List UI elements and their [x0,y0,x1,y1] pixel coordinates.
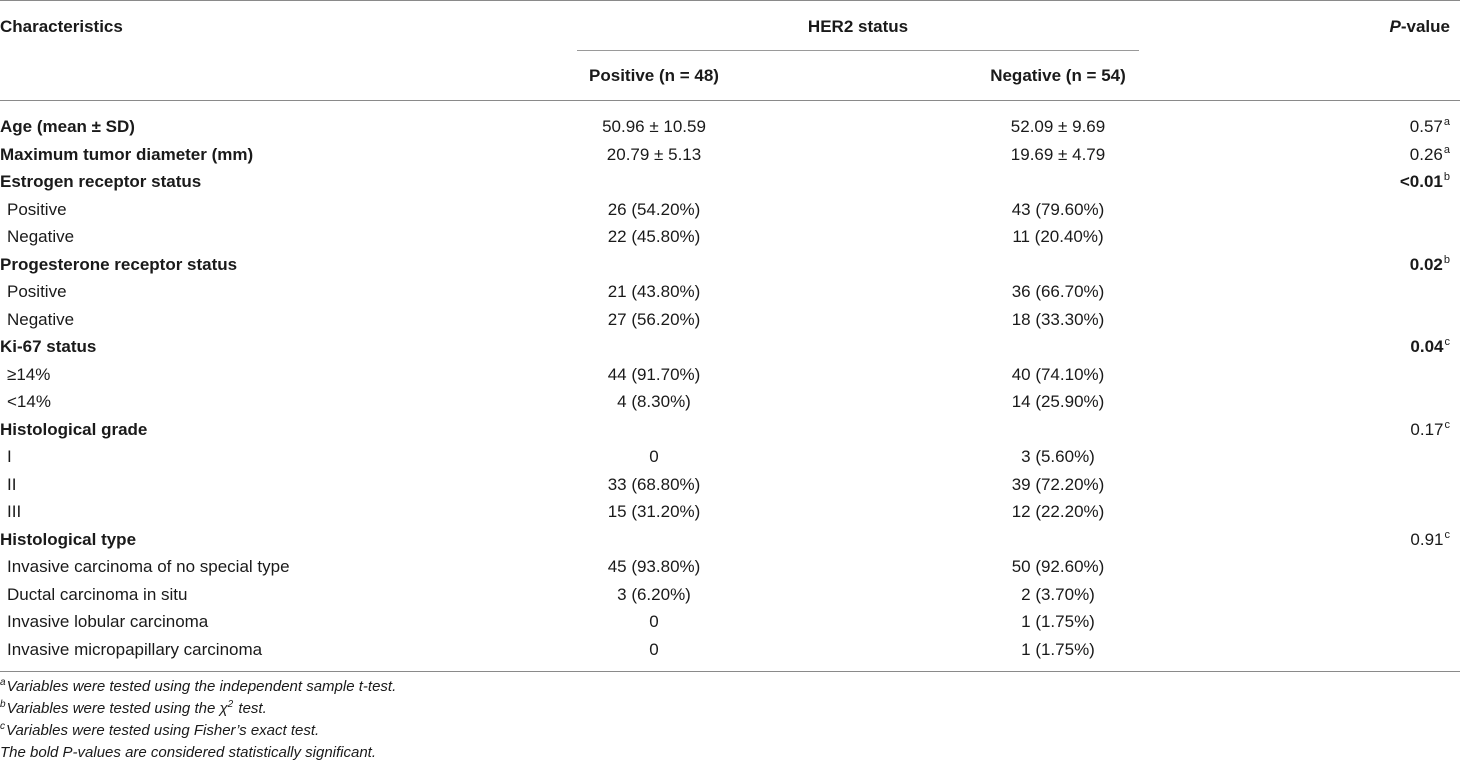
p-value-footnote-mark: c [1444,418,1450,431]
cell-negative: 18 (33.30%) [1011,309,1105,329]
header-p-rest: -value [1400,17,1450,36]
cell-p-value [1449,306,1450,333]
header-p-value [1390,17,1450,37]
cell-positive: 22 (45.80%) [607,227,701,246]
row-label: Maximum tumor diameter (mm) [0,144,254,164]
table-row [0,608,1460,635]
row-label: Histological grade [0,419,148,439]
table-bottom-rule [0,671,1460,672]
table-row [0,471,1460,498]
cell-negative: 40 (74.10%) [1011,364,1105,384]
p-value-footnote-mark: c [1444,528,1450,541]
cell-p-value [1449,581,1450,608]
table-row [0,443,1460,470]
p-value-text: 0.17 [1410,419,1444,439]
p-value-footnote-mark: c [1444,336,1450,348]
header-negative: Negative (n = 54) [990,66,1126,85]
p-value-footnote-mark: a [1443,143,1450,156]
table-row [0,553,1460,580]
cell-positive: 33 (68.80%) [607,474,701,494]
cell-p-value [1449,223,1450,250]
table-row [0,388,1460,415]
row-label: ≥14% [7,364,51,384]
row-label: Estrogen receptor status [0,172,202,191]
cell-positive: 50.96 ± 10.59 [602,117,706,136]
table-row [0,196,1460,223]
cell-p-value [1449,636,1450,663]
row-label: <14% [7,392,51,411]
row-label: Invasive carcinoma of no special type [7,557,290,576]
table-row [0,526,1460,553]
cell-negative: 14 (25.90%) [1011,392,1105,411]
p-value-footnote-mark: b [1443,253,1450,266]
footnote-significance: The bold P-values are considered statistically significant. [0,744,377,761]
cell-p-value [1449,498,1450,525]
cell-positive: 27 (56.20%) [607,309,701,329]
cell-negative: 11 (20.40%) [1012,227,1104,246]
row-label: I [7,447,12,466]
header-p-italic: P [1389,17,1401,36]
row-label: II [7,474,17,494]
footnote-a: $^a$Variables were tested using the independent sample t-test. [0,677,397,695]
row-label: Invasive micropapillary carcinoma [7,639,263,659]
footnote-b: $^b$Variables were tested using the $\chi^2$ test. [0,699,267,717]
her2-span-rule [577,50,1139,51]
p-value-text: 0.04 [1410,337,1444,356]
header-characteristics: Characteristics [0,17,123,36]
cell-negative: 3 (5.60%) [1021,447,1095,466]
table-row [0,278,1460,305]
table-row [0,223,1460,250]
p-value-text: 0.91 [1410,529,1444,549]
table-row [0,168,1460,195]
cell-p-value [1449,553,1450,580]
cell-positive: 44 (91.70%) [607,364,701,384]
cell-p-value [1449,471,1450,498]
chi-symbol: χ [219,700,228,717]
cell-p-value [1410,526,1450,553]
cell-negative: 39 (72.20%) [1011,474,1105,494]
cell-negative: 36 (66.70%) [1011,282,1105,301]
cell-positive: 4 (8.30%) [617,392,691,411]
p-value-footnote-mark: b [1443,171,1450,183]
table-row [0,416,1460,443]
row-label: Histological type [0,529,137,549]
p-value-text: <0.01 [1399,172,1443,191]
row-label: Invasive lobular carcinoma [7,612,209,631]
cell-p-value [1410,113,1450,140]
table-footnotes [0,676,396,764]
cell-positive: 26 (54.20%) [607,199,701,219]
row-label: Positive [7,199,67,219]
row-label: Age (mean ± SD) [0,117,135,136]
p-value-text: 0.02 [1409,254,1443,274]
cell-p-value [1400,168,1450,195]
cell-positive: 0 [649,612,659,631]
table-row [0,333,1460,360]
header-her2-status: HER2 status [807,17,909,36]
row-label: Ki-67 status [0,337,97,356]
row-label: Ductal carcinoma in situ [7,584,188,604]
cell-negative: 50 (92.60%) [1011,557,1105,576]
table-row [0,306,1460,333]
cell-negative: 12 (22.20%) [1011,502,1105,521]
cell-negative: 2 (3.70%) [1021,584,1095,604]
table-row [0,113,1460,140]
cell-p-value [1410,141,1450,168]
cell-positive: 0 [649,447,659,466]
cell-positive: 0 [649,639,659,659]
row-label: III [7,502,22,521]
p-value-footnote-mark: a [1443,116,1450,128]
cell-positive: 3 (6.20%) [617,584,691,604]
cell-positive: 15 (31.20%) [607,502,701,521]
footnote-c: $^c$Variables were tested using Fisher’s exact test. [0,721,320,739]
row-label: Progesterone receptor status [0,254,238,274]
p-value-text: 0.26 [1409,144,1443,164]
table-row [0,251,1460,278]
table-row [0,581,1460,608]
table-row [0,141,1460,168]
cell-p-value [1449,278,1450,305]
cell-negative: 1 (1.75%) [1021,639,1095,659]
cell-negative: 52.09 ± 9.69 [1010,117,1106,136]
table-row [0,636,1460,663]
row-label: Negative [7,227,75,246]
header-positive: Positive (n = 48) [589,66,719,85]
table-row [0,361,1460,388]
cell-p-value [1449,608,1450,635]
header-bottom-rule [0,100,1460,101]
cell-p-value [1410,333,1450,360]
cell-p-value [1410,251,1450,278]
cell-negative: 1 (1.75%) [1021,612,1095,631]
cell-p-value [1449,196,1450,223]
cell-positive: 45 (93.80%) [607,557,701,576]
cell-p-value [1410,416,1450,443]
cell-positive: 21 (43.80%) [607,282,701,301]
table-top-rule [0,0,1460,1]
cell-p-value [1449,388,1450,415]
cell-negative: 19.69 ± 4.79 [1010,144,1106,164]
cell-positive: 20.79 ± 5.13 [606,144,702,164]
row-label: Positive [7,282,67,301]
cell-negative: 43 (79.60%) [1011,199,1105,219]
row-label: Negative [7,309,75,329]
table-row [0,498,1460,525]
p-value-text: 0.57 [1409,117,1443,136]
cell-p-value [1449,443,1450,470]
cell-p-value [1449,361,1450,388]
